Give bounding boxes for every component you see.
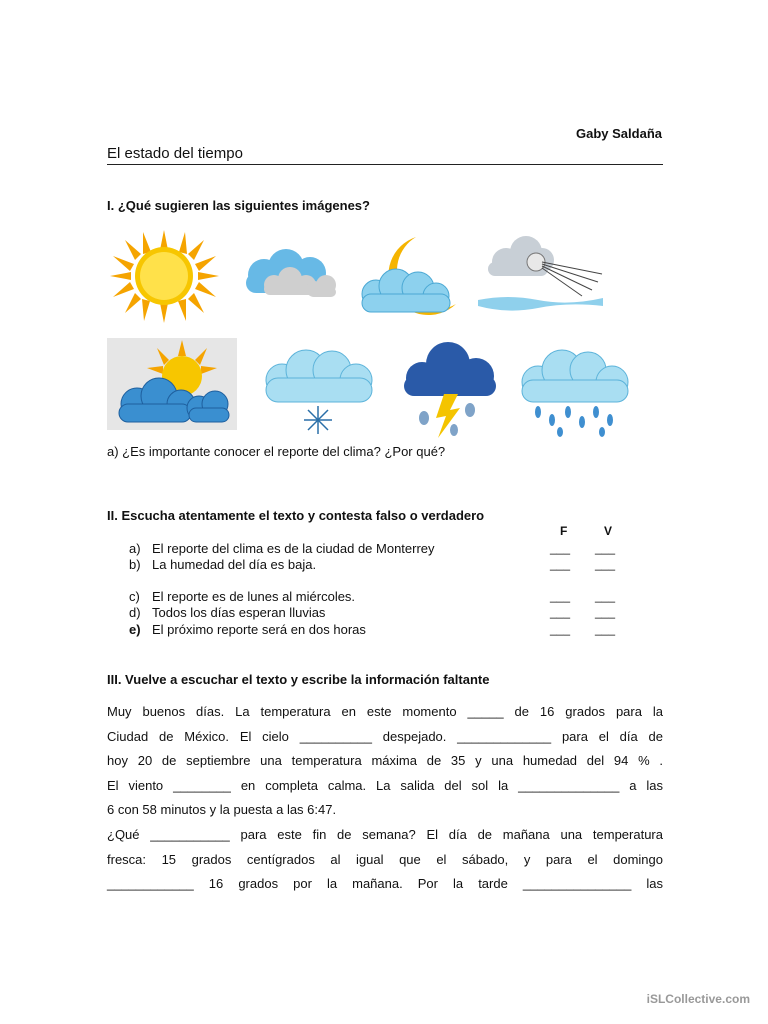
sun-icon xyxy=(107,228,222,325)
moon-cloud-icon xyxy=(356,232,462,322)
author-name: Gaby Saldaña xyxy=(576,126,662,141)
true-answer-blank[interactable]: ___ xyxy=(595,541,616,555)
tf-item-letter: b) xyxy=(129,557,141,572)
listening-text-paragraph xyxy=(107,700,663,897)
worksheet-title: El estado del tiempo xyxy=(107,145,243,162)
sun-behind-cloud-icon xyxy=(107,338,237,430)
tf-item xyxy=(107,622,667,638)
watermark: iSLCollective.com xyxy=(646,992,750,1006)
tf-item-text: El reporte es de lunes al miércoles. xyxy=(152,589,356,604)
section-2-heading: II. Escucha atentamente el texto y contesta falso o verdadero xyxy=(107,508,485,523)
paragraph-line: ____________ 16 grados por la mañana. Por la tarde _______________ las xyxy=(107,876,663,892)
false-answer-blank[interactable]: ___ xyxy=(550,622,571,636)
paragraph-line: fresca: 15 grados centígrados al igual que el sábado, y para el domingo xyxy=(107,851,663,867)
tf-item-letter: e) xyxy=(129,622,141,637)
tf-item-text: El reporte del clima es de la ciudad de Monterrey xyxy=(152,541,435,556)
true-answer-blank[interactable]: ___ xyxy=(595,557,616,571)
tf-item xyxy=(107,605,667,621)
tf-item xyxy=(107,541,667,557)
section-1-heading: I. ¿Qué sugieren las siguientes imágenes? xyxy=(107,198,370,213)
tf-item xyxy=(107,589,667,605)
storm-cloud-icon xyxy=(400,342,500,440)
tf-item-text: El próximo reporte será en dos horas xyxy=(152,622,366,637)
column-true-header: V xyxy=(604,524,613,538)
tf-item-letter: c) xyxy=(129,589,140,604)
tf-item-text: La humedad del día es baja. xyxy=(152,557,317,572)
cloudy-icon xyxy=(234,245,344,303)
paragraph-line: ¿Qué ___________ para este fin de semana? El día de mañana una temperatura xyxy=(107,826,663,842)
false-answer-blank[interactable]: ___ xyxy=(550,541,571,555)
rain-cloud-icon xyxy=(516,348,634,440)
section-3-heading: III. Vuelve a escuchar el texto y escribe la información faltante xyxy=(107,672,490,687)
paragraph-line: 6 con 58 minutos y la puesta a las 6:47. xyxy=(107,802,337,818)
paragraph-line: El viento ________ en completa calma. La salida del sol la ______________ a las xyxy=(107,777,663,793)
false-answer-blank[interactable]: ___ xyxy=(550,557,571,571)
tf-item-letter: d) xyxy=(129,605,141,620)
snow-cloud-icon xyxy=(258,348,380,438)
paragraph-line: Ciudad de México. El cielo __________ despejado. _____________ para el día de xyxy=(107,728,663,744)
false-answer-blank[interactable]: ___ xyxy=(550,605,571,619)
wind-icon xyxy=(478,232,608,314)
true-answer-blank[interactable]: ___ xyxy=(595,622,616,636)
tf-item xyxy=(107,557,667,573)
column-false-header: F xyxy=(560,524,568,538)
true-answer-blank[interactable]: ___ xyxy=(595,589,616,603)
question-a: a) ¿Es importante conocer el reporte del clima? ¿Por qué? xyxy=(107,444,446,459)
paragraph-line: hoy 20 de septiembre una temperatura máxima de 35 y una humedad del 94 % . xyxy=(107,753,663,769)
false-answer-blank[interactable]: ___ xyxy=(550,589,571,603)
tf-item-text: Todos los días esperan lluvias xyxy=(152,605,326,620)
paragraph-line: Muy buenos días. La temperatura en este momento _____ de 16 grados para la xyxy=(107,704,663,719)
tf-item-letter: a) xyxy=(129,541,141,556)
title-divider xyxy=(107,164,663,165)
true-answer-blank[interactable]: ___ xyxy=(595,605,616,619)
